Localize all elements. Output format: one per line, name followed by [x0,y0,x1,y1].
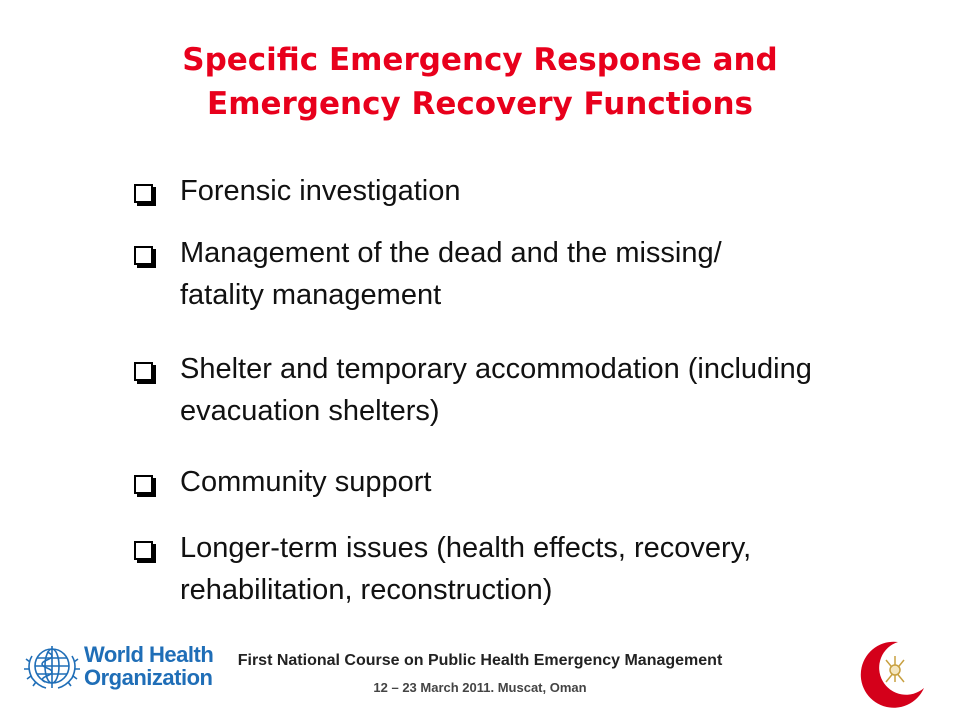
bullet-text: Forensic investigation [180,175,461,207]
red-crescent-emblem-icon [852,636,932,710]
who-line-1: World Health [84,642,214,667]
title-line-1: Specific Emergency Response and [182,42,778,78]
checkbox-square-icon [134,475,153,494]
bullet-text: Longer-term issues (health effects, recovery, [180,532,752,564]
bullet-text-continued: evacuation shelters) [180,395,440,427]
footer-course-title: First National Course on Public Health Emergency Management [237,652,723,669]
checkbox-square-icon [134,541,153,560]
footer-dates: 12 – 23 March 2011. Muscat, Oman [373,680,587,695]
checkbox-square-icon [134,362,153,381]
checkbox-square-icon [134,184,153,203]
title-line-2: Emergency Recovery Functions [207,86,753,122]
bullet-text: Community support [180,466,432,498]
bullet-text-continued: rehabilitation, reconstruction) [180,574,553,606]
bullet-text-continued: fatality management [180,279,442,311]
who-line-2: Organization [84,665,213,690]
checkbox-square-icon [134,246,153,265]
bullet-text: Management of the dead and the missing/ [180,237,722,269]
slide-title [0,38,960,126]
bullet-text: Shelter and temporary accommodation (including [180,353,812,385]
